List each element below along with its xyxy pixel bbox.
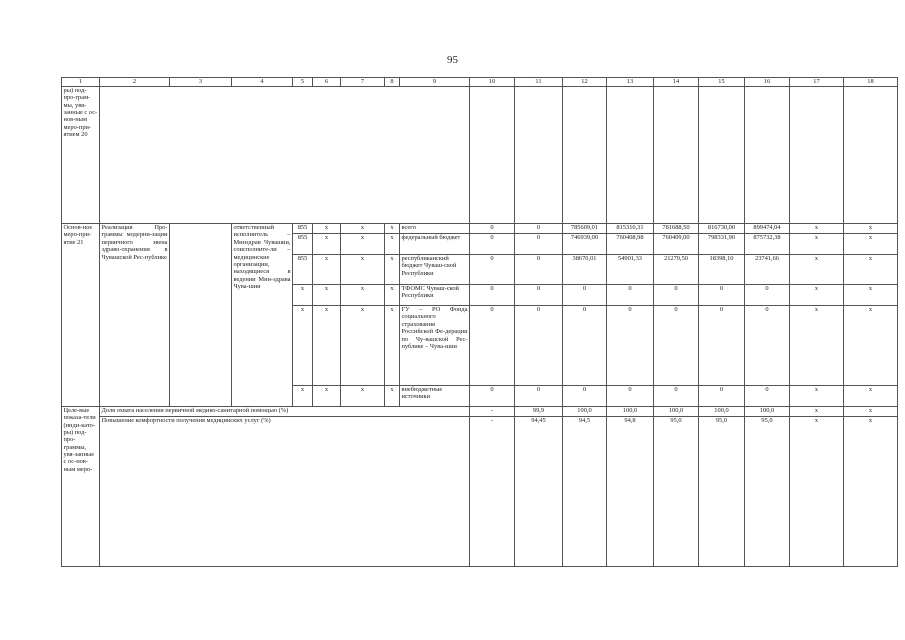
table-cell: 0: [699, 285, 745, 306]
table-cell: 95,0: [654, 417, 699, 567]
table-cell: 855: [293, 234, 313, 255]
table-cell: x: [790, 386, 844, 407]
table-cell: x: [385, 255, 400, 285]
table-cell: 0: [607, 386, 654, 407]
table-cell: 760408,98: [607, 234, 654, 255]
header-cell: 10: [470, 78, 515, 87]
table-cell: x: [313, 255, 341, 285]
table-cell: 0: [607, 306, 654, 386]
continuation-label: ры) под-про-грам-мы, увя-занные с ос-нов-ным меро-при-ятием 20: [62, 87, 100, 224]
table-cell: 0: [563, 285, 607, 306]
table-cell: x: [341, 306, 385, 386]
table-cell: -: [470, 417, 515, 567]
table-cell: x: [790, 407, 844, 417]
table-cell: x: [313, 285, 341, 306]
table-cell: x: [844, 234, 898, 255]
table-cell: x: [790, 285, 844, 306]
indicator-row: [62, 407, 898, 417]
header-cell: 6: [313, 78, 341, 87]
table-cell: x: [313, 224, 341, 234]
table-cell: 21279,50: [654, 255, 699, 285]
table-cell: 100,0: [654, 407, 699, 417]
event-title: Реализация Про-граммы модерни-зации первичного звена здраво-охранения в Чувашской Рес-публике: [100, 224, 170, 407]
table-cell: 94,8: [607, 417, 654, 567]
table-cell: x: [790, 234, 844, 255]
table-cell: 94,5: [563, 417, 607, 567]
table-cell: 815310,31: [607, 224, 654, 234]
header-cell: 11: [515, 78, 563, 87]
page-number: 95: [447, 54, 458, 66]
header-cell: 18: [844, 78, 898, 87]
table-cell: x: [790, 306, 844, 386]
table-cell: x: [341, 386, 385, 407]
funding-source: ГУ – РО Фонда социального страхования Российской Фе-дерации по Чу-вашской Рес-публике – Чува-шии: [400, 306, 470, 386]
table-cell: x: [313, 306, 341, 386]
table-cell: 100,0: [745, 407, 790, 417]
table-cell: x: [844, 285, 898, 306]
funding-source: республиканский бюджет Чуваш-ской Республики: [400, 255, 470, 285]
header-cell: 2: [100, 78, 170, 87]
table-cell: x: [844, 306, 898, 386]
header-cell: 12: [563, 78, 607, 87]
table-cell: 0: [654, 285, 699, 306]
table-cell: 100,0: [563, 407, 607, 417]
table-cell: x: [313, 386, 341, 407]
table-cell: 746939,00: [563, 234, 607, 255]
table-cell: x: [313, 234, 341, 255]
table-cell: x: [341, 224, 385, 234]
table-cell: x: [844, 407, 898, 417]
table-cell: 855: [293, 255, 313, 285]
table-cell: x: [341, 255, 385, 285]
header-cell: 8: [385, 78, 400, 87]
table-cell: 855: [293, 224, 313, 234]
table-cell: 0: [470, 224, 515, 234]
table-cell: 95,0: [699, 417, 745, 567]
event-name: Основ-ное меро-при-ятие 21: [62, 224, 100, 407]
table-cell: 899474,04: [745, 224, 790, 234]
table-cell: x: [293, 285, 313, 306]
indicators-label: Целе-вые показа-тели (инди-като-ры) под-про-граммы, увя-занные с ос-нов-ным меро-: [62, 407, 100, 567]
empty-cell: [100, 87, 470, 224]
empty-cell: [170, 224, 232, 407]
table-cell: 99,9: [515, 407, 563, 417]
continuation-row: [62, 87, 898, 224]
table-cell: 0: [745, 285, 790, 306]
table-cell: 760409,00: [654, 234, 699, 255]
table-cell: 23741,66: [745, 255, 790, 285]
header-cell: 15: [699, 78, 745, 87]
table-cell: 0: [515, 386, 563, 407]
header-cell: 16: [745, 78, 790, 87]
header-cell: 17: [790, 78, 844, 87]
table-cell: 0: [699, 386, 745, 407]
header-cell: 5: [293, 78, 313, 87]
table-cell: 875732,38: [745, 234, 790, 255]
table-cell: x: [790, 224, 844, 234]
table-cell: x: [293, 386, 313, 407]
funding-source: федеральный бюджет: [400, 234, 470, 255]
table-cell: x: [790, 255, 844, 285]
indicator-text: Повышение комфортности получения медицинских услуг (%): [100, 417, 470, 567]
funding-source: внебюджетные источники: [400, 386, 470, 407]
header-row: [62, 78, 898, 87]
table-cell: 100,0: [699, 407, 745, 417]
table-cell: x: [341, 234, 385, 255]
table-cell: x: [341, 285, 385, 306]
table-cell: 0: [654, 386, 699, 407]
table-cell: 785609,01: [563, 224, 607, 234]
table-cell: 0: [515, 224, 563, 234]
table-cell: 38670,01: [563, 255, 607, 285]
table-cell: x: [790, 417, 844, 567]
table-cell: x: [844, 224, 898, 234]
table-cell: x: [844, 417, 898, 567]
table-cell: 18398,10: [699, 255, 745, 285]
table-cell: 0: [607, 285, 654, 306]
table-cell: 0: [745, 306, 790, 386]
table-cell: 781688,50: [654, 224, 699, 234]
table-cell: 0: [515, 234, 563, 255]
table-cell: 100,0: [607, 407, 654, 417]
table-cell: x: [844, 255, 898, 285]
table-cell: x: [385, 386, 400, 407]
event-executor: ответственный исполнитель – Минздрав Чувашии, соисполните-ли – медицинские организации, находящиеся в ведении Мин-здрава Чува-шии: [232, 224, 293, 407]
table-cell: 0: [563, 306, 607, 386]
header-cell: 13: [607, 78, 654, 87]
funding-source: всего: [400, 224, 470, 234]
table-cell: 0: [470, 386, 515, 407]
budget-table: [61, 77, 898, 567]
table-cell: 0: [515, 306, 563, 386]
table-cell: 816730,00: [699, 224, 745, 234]
table-cell: 0: [470, 306, 515, 386]
indicator-row: [62, 417, 898, 567]
event-row: [62, 224, 898, 234]
table-cell: x: [293, 306, 313, 386]
table-cell: x: [385, 224, 400, 234]
table-cell: 0: [699, 306, 745, 386]
header-cell: 3: [170, 78, 232, 87]
table-cell: 0: [515, 285, 563, 306]
table-cell: 0: [470, 285, 515, 306]
header-cell: 4: [232, 78, 293, 87]
indicator-text: Доля охвата населения первичной медико-санитарной помощью (%): [100, 407, 470, 417]
table-cell: 54901,33: [607, 255, 654, 285]
table-cell: x: [385, 306, 400, 386]
table-cell: -: [470, 407, 515, 417]
table-cell: 0: [515, 255, 563, 285]
table-cell: 0: [745, 386, 790, 407]
header-cell: 14: [654, 78, 699, 87]
table-cell: x: [385, 234, 400, 255]
table-cell: 0: [654, 306, 699, 386]
header-cell: 7: [341, 78, 385, 87]
table-cell: 0: [470, 234, 515, 255]
table-cell: 798331,90: [699, 234, 745, 255]
table-cell: x: [844, 386, 898, 407]
funding-source: ТФОМС Чуваш-ской Республики: [400, 285, 470, 306]
header-cell: 1: [62, 78, 100, 87]
table-cell: 0: [563, 386, 607, 407]
table-cell: 95,0: [745, 417, 790, 567]
header-cell: 9: [400, 78, 470, 87]
table-cell: 94,45: [515, 417, 563, 567]
table-cell: 0: [470, 255, 515, 285]
table-cell: x: [385, 285, 400, 306]
